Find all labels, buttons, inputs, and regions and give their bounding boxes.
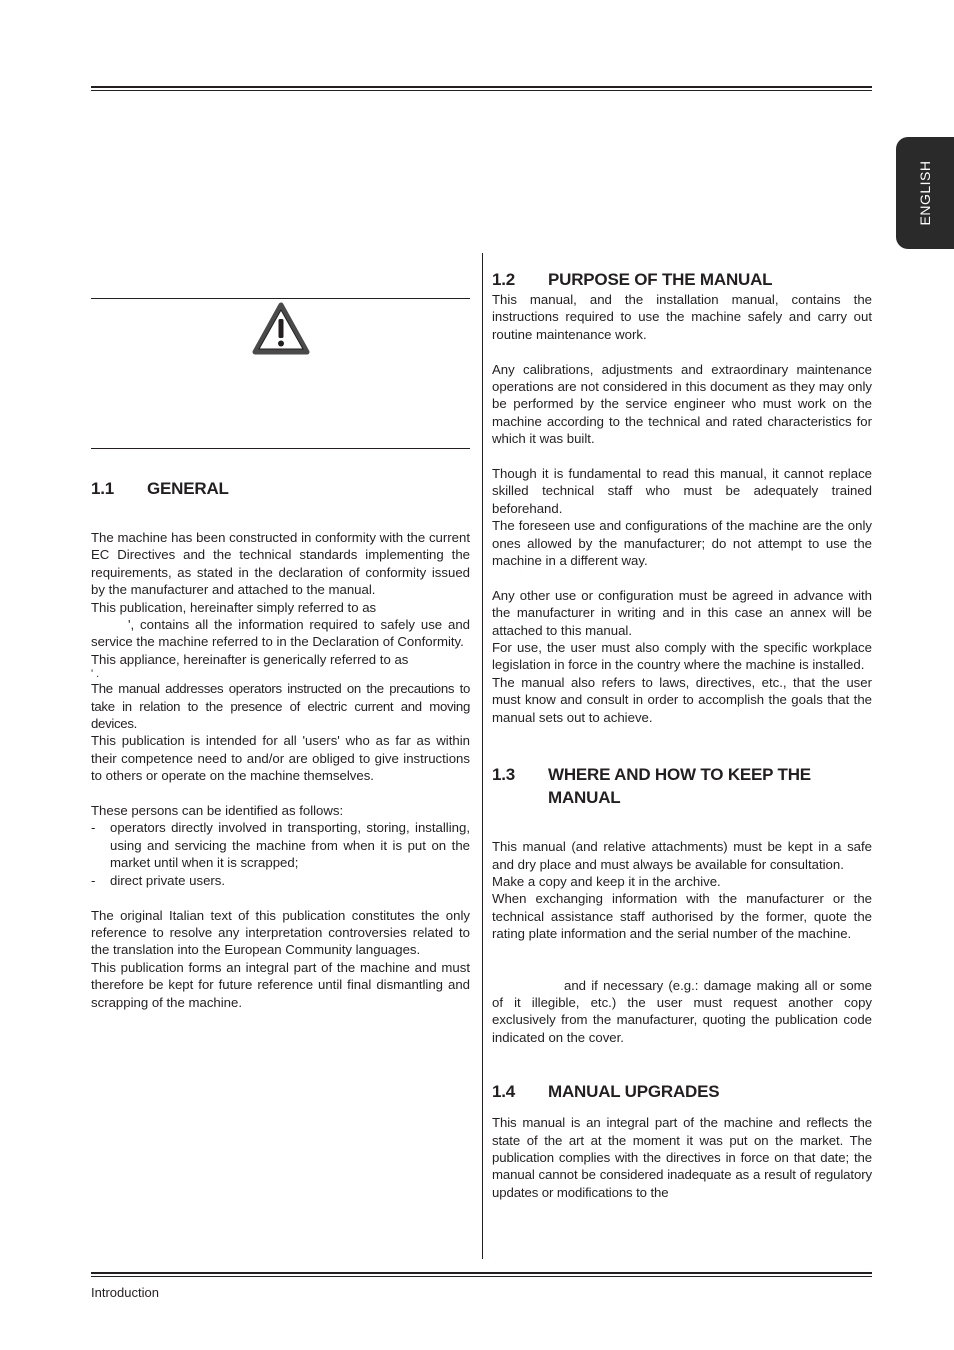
column-divider (482, 253, 483, 1259)
section-title: GENERAL (147, 479, 229, 498)
general-paragraph-3a: This appliance, hereinafter is generically referred to as (91, 651, 409, 667)
list-item-text: operators directly involved in transporting, storing, installing, using and servicing the machine from when it is put on the market until when it is scrapped; (110, 820, 470, 871)
keep-paragraph-3: When exchanging information with the manufacturer or the technical assistance staff authorised by the former, quote the rating plate information and the serial number of the machine. (492, 891, 872, 942)
section-number: 1.1 (91, 479, 115, 498)
section-heading-upgrades (492, 1080, 872, 1103)
section-number: 1.2 (492, 270, 516, 289)
header-rule-bottom (91, 90, 872, 91)
purpose-paragraph-6: For use, the user must also comply with the specific workplace legislation in force in the country where the machine is installed. (492, 640, 872, 673)
warning-box-bottom-rule (91, 448, 470, 449)
section-title-line-2: MANUAL (548, 788, 621, 808)
keep-paragraph-4: and if necessary (e.g.: damage making all or some of it illegible, etc.) the user must request another copy exclusively from the manufacturer, quoting the publication code indicated on the cover. (492, 977, 872, 1045)
keep-paragraph-1: This manual (and relative attachments) must be kept in a safe and dry place and must always be available for consultation. (492, 839, 872, 872)
footer-rule-bottom (91, 1276, 872, 1277)
section-heading-keep (492, 763, 872, 809)
section-number: 1.3 (492, 765, 516, 785)
section-number: 1.4 (492, 1082, 516, 1102)
warning-box-top-rule (91, 298, 470, 299)
list-item: - direct private users. (91, 872, 226, 888)
purpose-paragraph-1: This manual, and the installation manual, contains the instructions required to use the machine safely and carry out routine maintenance work. (492, 292, 872, 342)
purpose-paragraph-3: Though it is fundamental to read this manual, it cannot replace skilled technical staff who must be adequately trained beforehand. (492, 466, 872, 516)
purpose-paragraph-4: The foreseen use and configurations of the machine are the only ones allowed by the manufacturer; do not attempt to use the machine in a different way. (492, 518, 872, 569)
general-paragraph-8: This publication forms an integral part of the machine and must therefore be kept for future reference until final dismantling and scrapping of the machine. (91, 959, 470, 1010)
language-tab-label: ENGLISH (917, 160, 933, 226)
general-paragraph-3b: ' . (91, 668, 100, 681)
footer-rule-top (91, 1272, 872, 1274)
general-paragraph-2a: This publication, hereinafter simply referred to as (91, 599, 377, 615)
keep-paragraph-2: Make a copy and keep it in the archive. (492, 873, 721, 889)
warning-icon (252, 302, 310, 355)
header-rule-top (91, 86, 872, 88)
left-column (91, 477, 470, 1011)
general-paragraph-1: The machine has been constructed in conformity with the current EC Directives and the technical standards implementing the requirements, as stated in the declaration of conformity issued by the manufacturer and attached to the manual. (91, 530, 470, 598)
purpose-paragraph-5: Any other use or configuration must be agreed in advance with the manufacturer in writing and in this case an annex will be attached to this manual. (492, 587, 872, 638)
purpose-paragraph-7: The manual also refers to laws, directives, etc., that the user must know and consult in order to accomplish the goals that the manual sets out to achieve. (492, 674, 872, 725)
section-title-line-1: WHERE AND HOW TO KEEP THE (548, 765, 811, 785)
list-item-text: direct private users. (110, 872, 226, 888)
right-column (492, 268, 872, 1201)
general-paragraph-7: The original Italian text of this publication constitutes the only reference to resolve any interpretation controversies related to the translation into the European Community languages. (91, 907, 470, 958)
footer-section-label: Introduction (91, 1285, 159, 1300)
section-heading-general (91, 477, 470, 500)
general-paragraph-4: The manual addresses operators instructed on the precautions to take in relation to the presence of electric current and moving devices. (91, 681, 470, 732)
language-tab (896, 137, 954, 249)
general-paragraph-2b: ', contains all the information required to safely use and service the machine referred to in the Declaration of Conformity. (91, 617, 470, 650)
purpose-paragraph-2: Any calibrations, adjustments and extraordinary maintenance operations are not considered in this document as they may only be performed by the service engineer who must work on the machine according to the technical and rated characteristics for which it was built. (492, 361, 872, 447)
upgrades-paragraph-1: This manual is an integral part of the machine and reflects the state of the art at the moment it was put on the market. The publication complies with the directives in force on that date; the manual cannot be considered inadequate as a result of regulatory updates or modifications to the (492, 1115, 872, 1200)
section-heading-purpose (492, 268, 872, 291)
section-title: PURPOSE OF THE MANUAL (548, 270, 773, 289)
list-item: - operators directly involved in transporting, storing, installing, using and servicing the machine from when it is put on the market until when it is scrapped; (91, 820, 470, 871)
section-title: MANUAL UPGRADES (548, 1082, 720, 1102)
general-paragraph-5: This publication is intended for all 'users' who as far as within their competence need to and/or are obliged to give instructions to others or operate on the machine themselves. (91, 733, 470, 784)
general-paragraph-6: These persons can be identified as follows: (91, 803, 344, 819)
